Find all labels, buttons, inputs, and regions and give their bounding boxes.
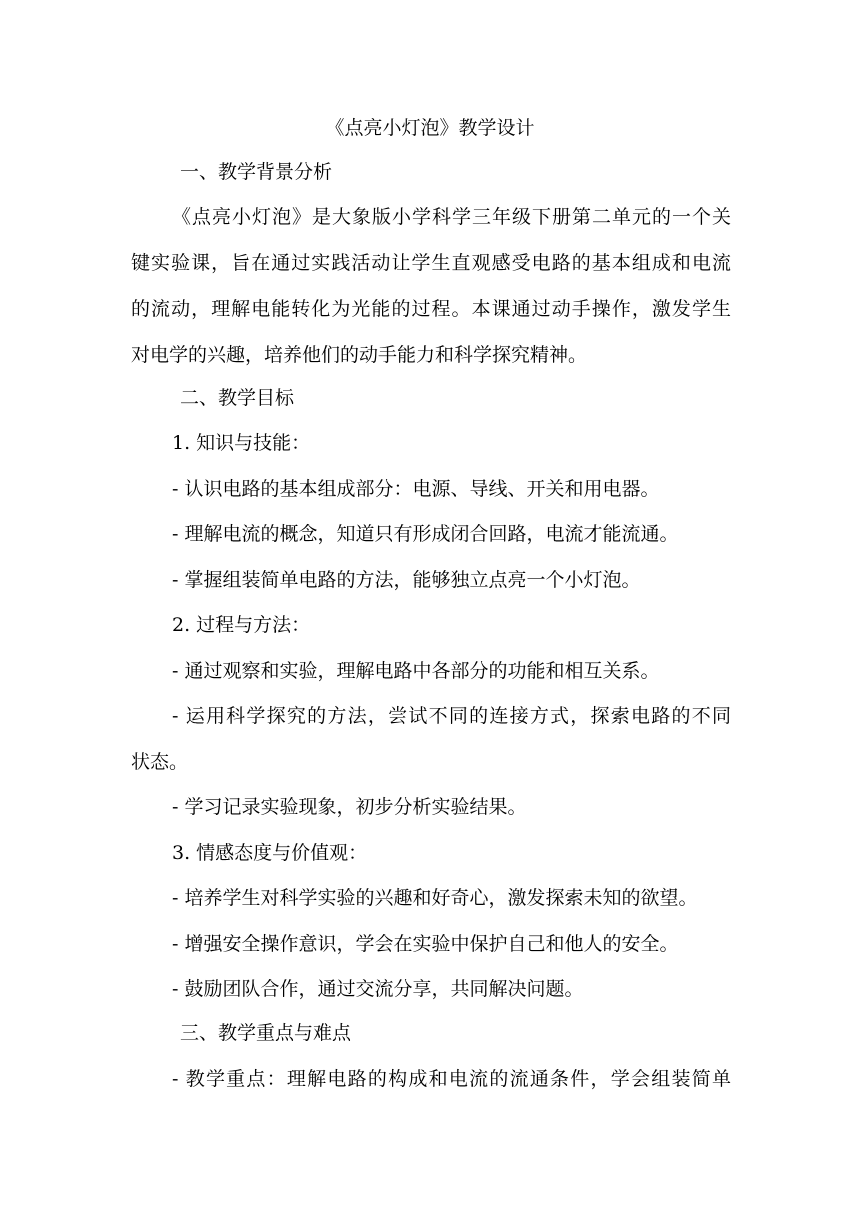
intro-paragraph-line: 的流动，理解电能转化为光能的过程。本课通过动手操作，激发学生: [131, 298, 731, 320]
goal-attitude-item: - 鼓励团队合作，通过交流分享，共同解决问题。: [172, 978, 584, 1000]
goal-process-item: - 通过观察和实验，理解电路中各部分的功能和相互关系。: [172, 660, 660, 682]
section-heading-goals: 二、教学目标: [180, 387, 295, 409]
goal-knowledge-item: - 认识电路的基本组成部分：电源、导线、开关和用电器。: [172, 478, 660, 500]
goal-process-item: - 学习记录实验现象，初步分析实验结果。: [172, 796, 527, 818]
goal-attitude-item: - 增强安全操作意识，学会在实验中保护自己和他人的安全。: [172, 933, 679, 955]
intro-paragraph-line: 《点亮小灯泡》是大象版小学科学三年级下册第二单元的一个关: [172, 206, 731, 228]
goal-knowledge-item: - 掌握组装简单电路的方法，能够独立点亮一个小灯泡。: [172, 569, 641, 591]
goal-attitude-heading: 3. 情感态度与价值观：: [172, 842, 368, 864]
intro-paragraph-line: 对电学的兴趣，培养他们的动手能力和科学探究精神。: [131, 344, 588, 366]
goal-knowledge-heading: 1. 知识与技能：: [172, 432, 311, 454]
section-heading-background: 一、教学背景分析: [180, 161, 333, 183]
goal-process-item-continuation: 状态。: [131, 751, 189, 773]
document-title: 《点亮小灯泡》教学设计: [325, 117, 535, 139]
goal-process-heading: 2. 过程与方法：: [172, 614, 311, 636]
section-heading-key-points: 三、教学重点与难点: [180, 1022, 352, 1044]
key-point-item: - 教学重点：理解电路的构成和电流的流通条件，学会组装简单: [172, 1068, 731, 1090]
goal-attitude-item: - 培养学生对科学实验的兴趣和好奇心，激发探索未知的欲望。: [172, 887, 698, 909]
intro-paragraph-line: 键实验课，旨在通过实践活动让学生直观感受电路的基本组成和电流: [131, 252, 731, 274]
goal-knowledge-item: - 理解电流的概念，知道只有形成闭合回路，电流才能流通。: [172, 523, 679, 545]
goal-process-item: - 运用科学探究的方法，尝试不同的连接方式，探索电路的不同: [172, 705, 731, 727]
